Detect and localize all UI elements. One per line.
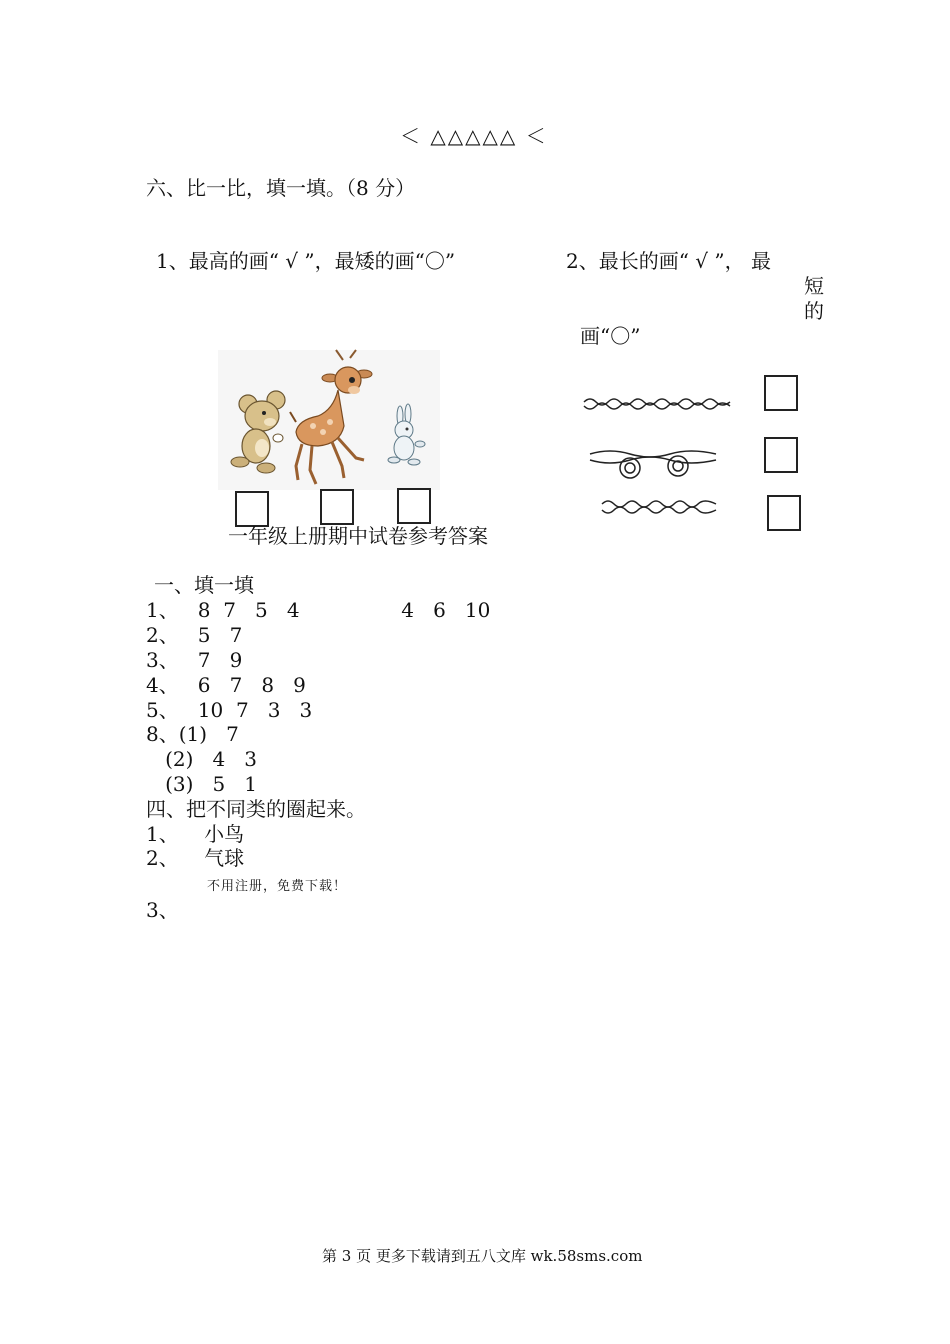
header-symbols: ＜ △△△△△ ＜ — [400, 124, 548, 148]
rope-knotted-icon — [590, 451, 716, 478]
part4-row-2: 2、 气球 — [146, 846, 245, 870]
question-2-line3: 的 — [804, 299, 824, 323]
question-2-line2: 短 — [804, 274, 824, 298]
answers-title: 一年级上册期中试卷参考答案 — [228, 524, 488, 548]
page-footer: 第 3 页 更多下载请到五八文库 wk.58sms.com — [322, 1247, 643, 1265]
answer-row-8-1: 8、(1) 7 — [146, 722, 239, 746]
answer-row-8-3: (3) 5 1 — [146, 772, 257, 796]
answer-row-5: 5、 10 7 3 3 — [146, 698, 313, 722]
part4-heading: 四、把不同类的圈起来。 — [146, 797, 366, 821]
answer-box-rope-2[interactable] — [764, 437, 798, 473]
ropes-illustration — [580, 390, 740, 525]
answer-row-8-2: (2) 4 3 — [146, 747, 257, 771]
answer-row-3: 3、 7 9 — [146, 648, 243, 672]
part4-row-3: 3、 — [146, 898, 179, 922]
question-1-text: 1、最高的画“ √ ”，最矮的画“〇” — [156, 249, 456, 273]
answer-box-rope-1[interactable] — [764, 375, 798, 411]
answer-row-2: 2、 5 7 — [146, 623, 243, 647]
answer-box-rope-3[interactable] — [767, 495, 801, 531]
rope-long-icon — [584, 399, 730, 409]
question-2-line1: 2、最长的画“ √ ”， 最 — [566, 249, 771, 273]
free-download-note: 不用注册，免费下载！ — [207, 879, 348, 894]
answer-row-1: 1、 8 7 5 4 4 6 10 — [146, 598, 491, 622]
animals-illustration — [218, 350, 440, 490]
section-six-title: 六、比一比，填一填。（8 分） — [146, 176, 416, 200]
part4-row-1: 1、 小鸟 — [146, 822, 245, 846]
question-2-line4: 画“〇” — [580, 324, 641, 348]
part1-heading: 一、填一填 — [154, 573, 254, 597]
answer-box-deer[interactable] — [320, 489, 354, 525]
answer-row-4: 4、 6 7 8 9 — [146, 673, 306, 697]
answer-box-rabbit[interactable] — [397, 488, 431, 524]
answer-box-bear[interactable] — [235, 491, 269, 527]
rope-short-icon — [602, 501, 716, 513]
